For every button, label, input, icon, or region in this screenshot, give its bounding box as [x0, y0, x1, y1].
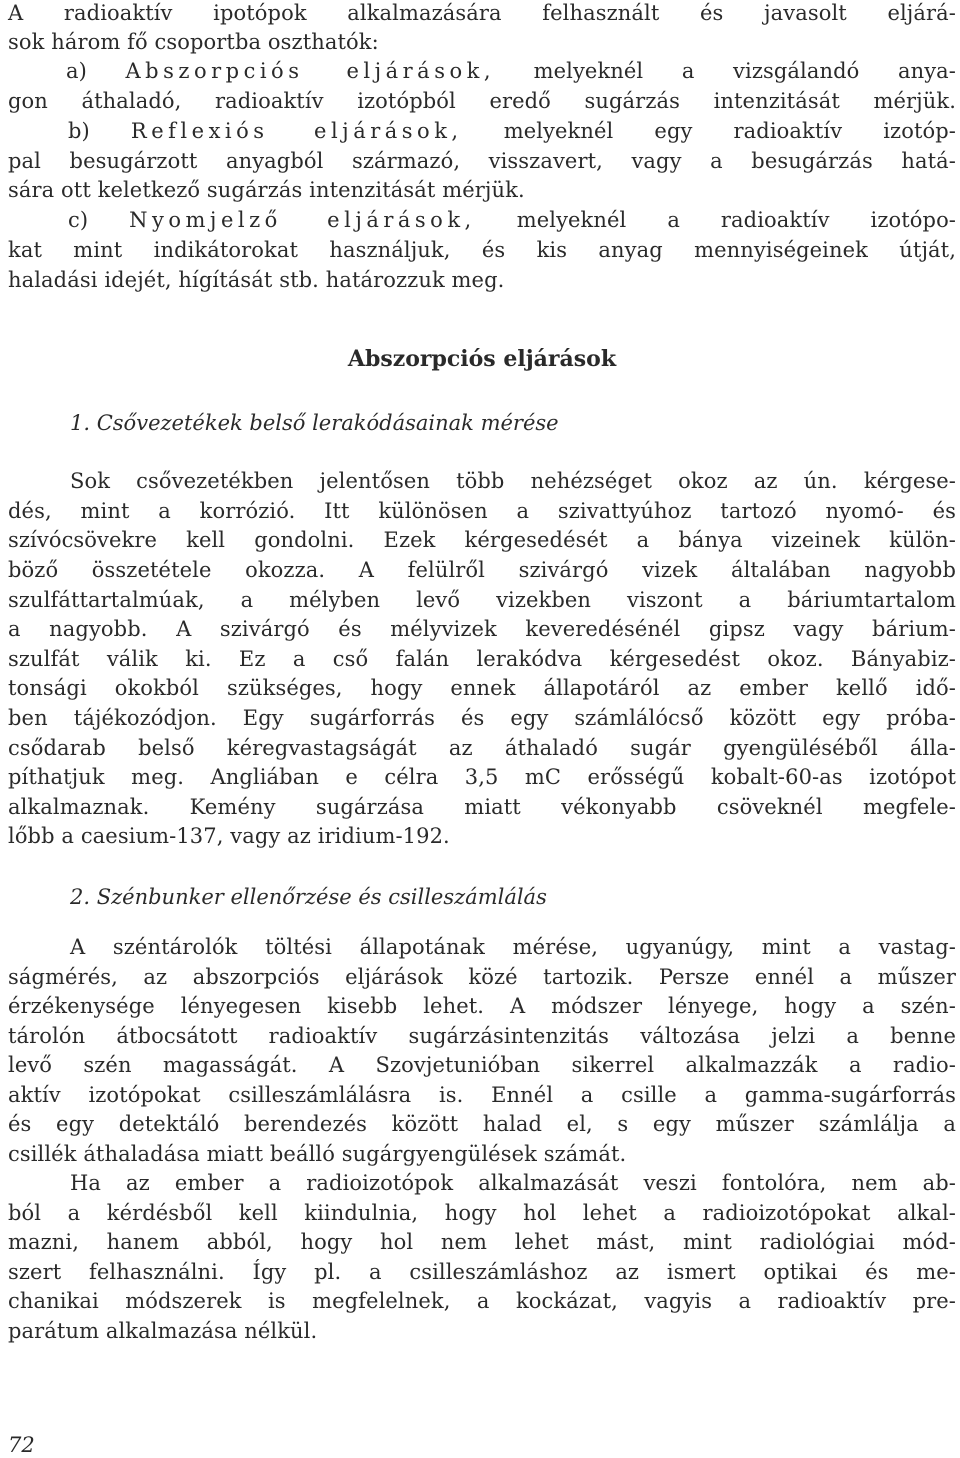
body-line: Sok csővezetékben jelentősen több nehézséget okoz az ún. kérgese-	[70, 469, 956, 493]
intro-line: kat mint indikátorokat használjuk, és kis anyag mennyiségeinek útját,	[8, 238, 956, 262]
body-line: Ha az ember a radioizotópok alkalmazását veszi fontolóra, nem ab-	[70, 1171, 956, 1195]
body-line: A széntárolók töltési állapotának mérése, ugyanúgy, mint a vastag-	[70, 935, 956, 959]
body-line: tonsági okokból szükséges, hogy ennek állapotáról az ember kellő idő-	[8, 676, 956, 700]
item-c-rest: melyeknél a radioaktív izotópo-	[475, 208, 957, 232]
body-line: tárolón átbocsátott radioaktív sugárzásintenzitás változása jelzi a benne	[8, 1024, 956, 1048]
body-line: ben tájékozódjon. Egy sugárforrás és egy számlálócső között egy próba-	[8, 706, 956, 730]
item-c-term: Nyomjelző eljárások,	[129, 208, 476, 232]
body-line: chanikai módszerek is megfelelnek, a kockázat, vagyis a radioaktív pre-	[8, 1289, 956, 1313]
body-line: szívócsövekre kell gondolni. Ezek kérgesedését a bánya vizeinek külön-	[8, 528, 956, 552]
body-line: levő szén magasságát. A Szovjetunióban sikerrel alkalmazzák a radio-	[8, 1053, 956, 1077]
intro-item-a	[8, 56, 956, 86]
item-b-prefix: b)	[68, 119, 131, 143]
body-line: és egy detektáló berendezés között halad el, s egy műszer számlálja a	[8, 1112, 956, 1136]
intro-line: sára ott keletkező sugárzás intenzitását mérjük.	[8, 178, 525, 202]
subsection-title: 2. Szénbunker ellenőrzése és csilleszámlálás	[70, 885, 547, 909]
item-a-term: Abszorpciós eljárások,	[125, 59, 496, 83]
intro-item-b	[8, 116, 956, 146]
item-a-prefix: a)	[66, 59, 126, 83]
body-line: mazni, hanem abból, hogy hol nem lehet mást, mint radiológiai mód-	[8, 1230, 956, 1254]
subsection-title: 1. Csővezetékek belső lerakódásainak mérése	[70, 411, 559, 435]
page-number: 72	[8, 1433, 35, 1457]
body-line: píthatjuk meg. Angliában e célra 3,5 mC erősségű kobalt-60-as izotópot	[8, 765, 956, 789]
intro-line: gon áthaladó, radioaktív izotópból eredő sugárzás intenzitását mérjük.	[8, 89, 956, 113]
intro-line: sok három fő csoportba oszthatók:	[8, 30, 379, 54]
body-line: ságmérés, az abszorpciós eljárások közé tartozik. Persze ennél a műszer	[8, 965, 956, 989]
body-line: aktív izotópokat csilleszámlálásra is. Ennél a csille a gamma-sugárforrás	[8, 1083, 956, 1107]
body-line: ból a kérdésből kell kiindulnia, hogy hol lehet a radioizotópokat alkal-	[8, 1201, 956, 1225]
body-line: dés, mint a korrózió. Itt különösen a szivattyúhoz tartozó nyomó- és	[8, 499, 956, 523]
item-c-prefix: c)	[68, 208, 130, 232]
body-line: böző összetétele okozza. A felülről szivárgó vizek általában nagyobb	[8, 558, 956, 582]
body-line: alkalmaznak. Kemény sugárzása miatt vékonyabb csöveknél megfele-	[8, 795, 956, 819]
body-line: csődarab belső kéregvastagságát az áthaladó sugár gyengüléséből álla-	[8, 736, 956, 760]
body-line: szert felhasználni. Így pl. a csilleszámláshoz az ismert optikai és me-	[8, 1260, 956, 1284]
body-line: lőbb a caesium-137, vagy az iridium-192.	[8, 824, 450, 848]
section-heading: Abszorpciós eljárások	[347, 346, 617, 372]
intro-item-c	[8, 205, 956, 235]
intro-line: A radioaktív ipotópok alkalmazására felhasznált és javasolt eljárá-	[8, 1, 956, 25]
item-b-rest: melyeknél egy radioaktív izotóp-	[462, 119, 956, 143]
body-line: szulfáttartalmúak, a mélyben levő vizekben viszont a báriumtartalom	[8, 588, 956, 612]
body-line: parátum alkalmazása nélkül.	[8, 1319, 318, 1343]
intro-line: pal besugárzott anyagból származó, visszavert, vagy a besugárzás hatá-	[8, 149, 956, 173]
body-line: a nagyobb. A szivárgó és mélyvizek keveredésénél gipsz vagy bárium-	[8, 617, 956, 641]
body-line: érzékenysége lényegesen kisebb lehet. A módszer lényege, hogy a szén-	[8, 994, 956, 1018]
intro-line: haladási idejét, hígítását stb. határozzuk meg.	[8, 268, 505, 292]
body-line: szulfát válik ki. Ez a cső falán lerakódva kérgesedést okoz. Bányabiz-	[8, 647, 956, 671]
body-line: csillék áthaladása miatt beálló sugárgyengülések számát.	[8, 1142, 627, 1166]
item-b-term: Reflexiós eljárások,	[130, 119, 463, 143]
item-a-rest: melyeknél a vizsgálandó anya-	[495, 59, 956, 83]
